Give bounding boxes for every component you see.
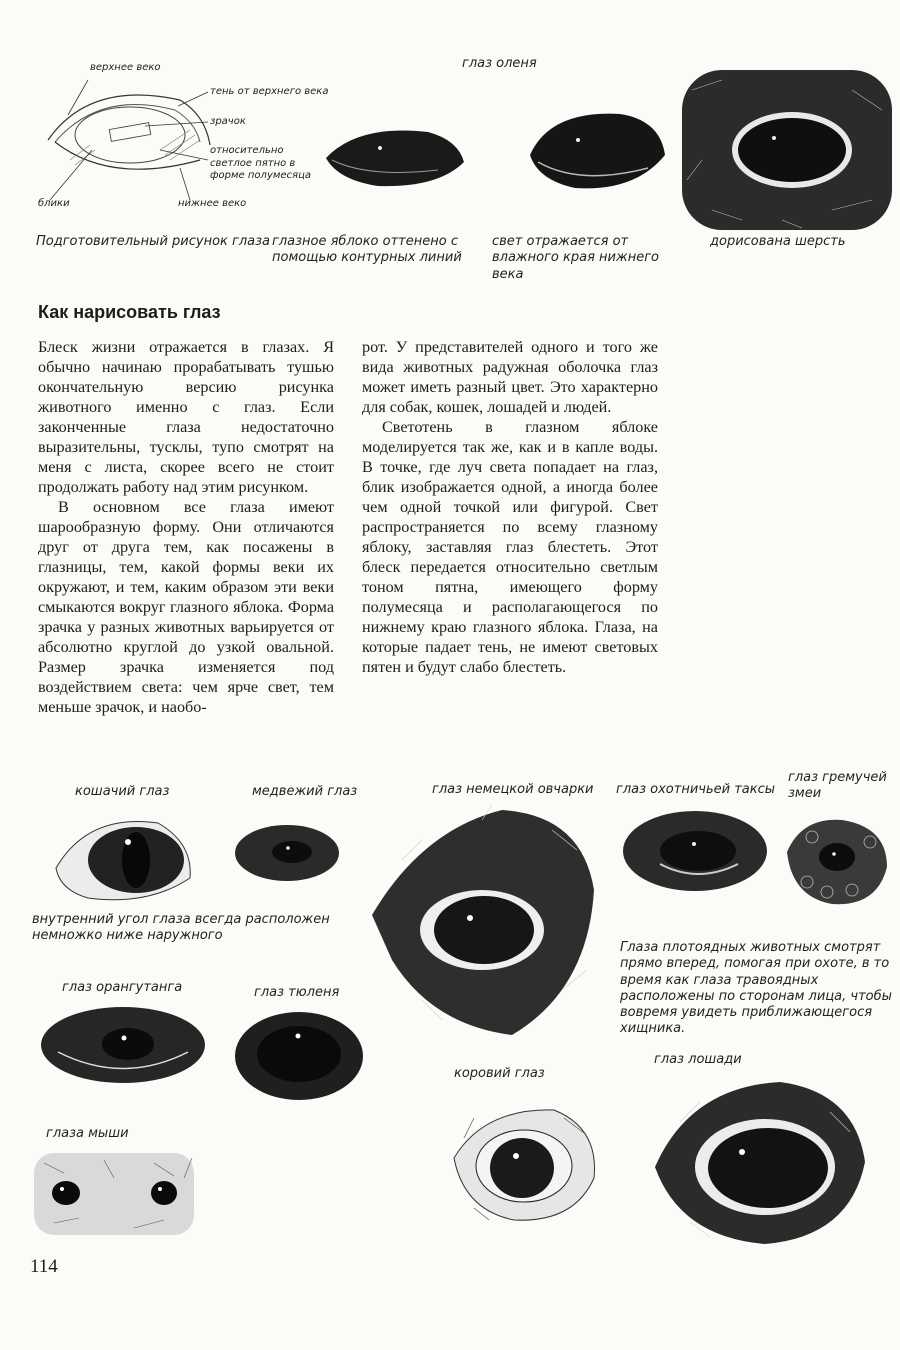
eye-diagram-sketch <box>30 60 230 210</box>
orangutan-eye-sketch <box>38 1000 208 1090</box>
seal-eye-caption: глаз тюленя <box>254 985 340 1000</box>
step-caption-1: Подготовительный рисунок глаза <box>36 234 270 249</box>
horse-eye-caption: глаз лошади <box>654 1052 742 1067</box>
article-heading: Как нарисовать глаз <box>38 302 221 322</box>
label-lower-lid: нижнее веко <box>178 198 247 209</box>
shepherd-eye-caption: глаз немецкой овчарки <box>432 782 594 797</box>
text-column-2 <box>362 337 658 677</box>
dachshund-eye-sketch <box>620 806 770 896</box>
step-caption-4: дорисована шерсть <box>710 234 846 249</box>
inner-corner-note: внутренний угол глаза всегда расположен немножко ниже наружного <box>32 912 330 944</box>
label-highlight: относительно светлое пятно в форме полумесяца <box>210 145 312 181</box>
step-caption-2: глазное яблоко оттенено с помощью контурных линий <box>272 234 462 266</box>
bear-eye-sketch <box>232 818 342 888</box>
page-number: 114 <box>30 1256 58 1277</box>
label-upper-lid: верхнее веко <box>90 62 161 73</box>
paragraph: рот. У представителей одного и того же вида животных радужная оболочка глаз может иметь разный цвет. Это характерно для собак, кошек, лошадей и людей. <box>362 338 658 416</box>
deer-eye-step-3 <box>520 100 670 200</box>
deer-eye-title: глаз оленя <box>462 56 537 71</box>
predator-note: Глаза плотоядных животных смотрят прямо вперед, помогая при охоте, в то время как глаза травоядных расположены по сторонам лица, чтобы вовремя увидеть приближающегося хищника. <box>620 940 892 1037</box>
deer-eye-step-2 <box>318 118 468 198</box>
dachshund-eye-caption: глаз охотничьей таксы <box>616 782 775 797</box>
cow-eye-sketch <box>444 1098 604 1228</box>
mouse-eye-sketch <box>34 1148 194 1238</box>
paragraph: Светотень в глазном яблоке моделируется так же, как и в капле воды. В точке, где луч света попадает на глаз, блик изображается одной, а иногда более чем одной точкой или фигурой. Свет распространяется по всему глазному яблоку, заставляя глаз блестеть. Этот блеск передается относительно светлым тоном пятна, имеющего форму полумесяца и располагающегося по нижнему краю глазного яблока. Глаза, на которые падает тень, не имеют световых пятен и будут слабо блестеть. <box>362 418 658 676</box>
text-column-1 <box>38 337 334 717</box>
label-upper-lid-shadow: тень от верхнего века <box>210 86 329 97</box>
rattlesnake-eye-sketch <box>782 812 892 912</box>
label-pupil: зрачок <box>210 116 246 127</box>
cow-eye-caption: коровий глаз <box>454 1066 545 1081</box>
mouse-eye-caption: глаза мыши <box>46 1126 129 1141</box>
orangutan-eye-caption: глаз орангутанга <box>62 980 183 995</box>
step-caption-3: свет отражается от влажного края нижнего века <box>492 234 659 282</box>
shepherd-eye-sketch <box>362 800 602 1045</box>
cat-eye-sketch <box>48 808 198 908</box>
deer-eye-step-4 <box>682 70 892 230</box>
cat-eye-caption: кошачий глаз <box>75 784 170 799</box>
paragraph: В основном все глаза имеют шарообразную форму. Они отличаются друг от друга тем, как посажены в глазницы, тем, какой формы веки их окружают, и тем, каким образом эти веки смыкаются вокруг глазного яблока. Форма зрачка у разных животных варьируется от абсолютно круглой до узкой овальной. Размер зрачка изменяется под воздействием света: чем ярче свет, тем меньше зрачок, и наобо- <box>38 498 334 716</box>
bear-eye-caption: медвежий глаз <box>252 784 358 799</box>
rattlesnake-eye-caption: глаз гремучей змеи <box>788 770 887 802</box>
paragraph: Блеск жизни отражается в глазах. Я обычно начинаю прорабатывать тушью окончательную версию рисунка животного именно с глаз. Если законченные глаза недостаточно выразительны, тусклы, тупо смотрят на меня с листа, скорее всего не стоит продолжать работу над этим рисунком. <box>38 338 334 496</box>
seal-eye-sketch <box>232 1008 367 1103</box>
label-glints: блики <box>38 198 70 209</box>
horse-eye-sketch <box>650 1072 870 1252</box>
